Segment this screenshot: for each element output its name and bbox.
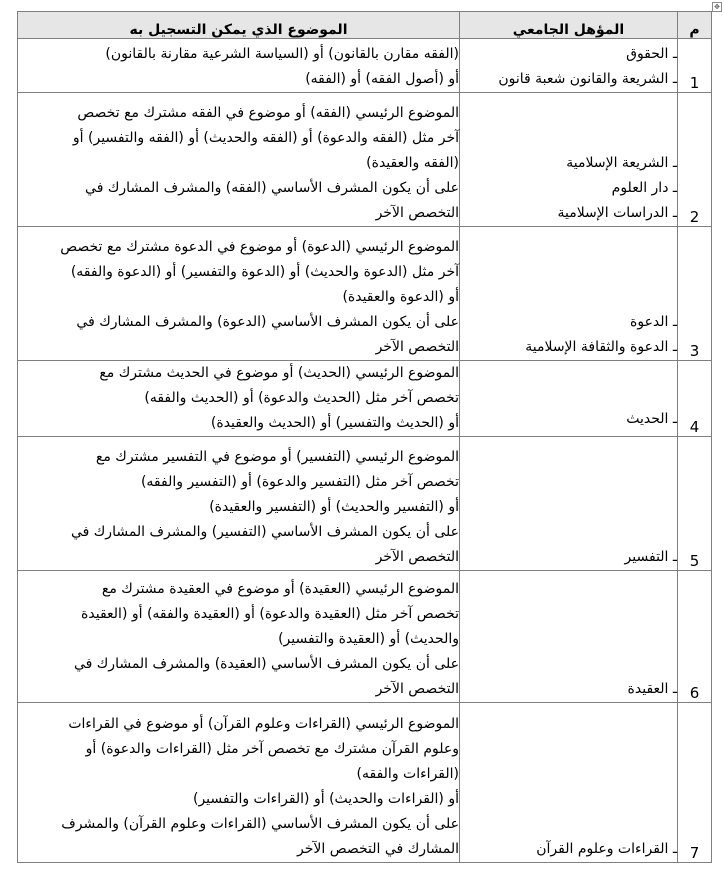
topic-line: التخصص الآخر [375,339,459,355]
topic-line: أو (القراءات والحديث) أو (القراءات والتفسير) [192,791,459,807]
table-row [18,227,712,361]
qualification-item: ـ دار العلوم [611,180,677,196]
topic-line: على أن يكون المشرف الأساسي (التفسير) والمشرف المشارك في [70,524,459,540]
table-move-handle-icon[interactable]: ✥ [712,2,722,12]
topic-line: على أن يكون المشرف الأساسي (العقيدة) والمشرف المشارك في [73,656,459,672]
row-number: 2 [678,93,712,227]
topic-line: التخصص الآخر [375,681,459,697]
qualification-cell [460,703,678,863]
topic-line: تخصص آخر مثل (العقيدة والدعوة) أو (العقيدة والفقه) أو (العقيدة [81,606,459,622]
qualification-cell [460,227,678,361]
row-number: 3 [678,227,712,361]
qualification-cell [460,437,678,571]
row-number: 4 [678,361,712,437]
topic-line: آخر مثل (الدعوة والحديث) أو (الدعوة والتفسير) أو (الدعوة والفقه) [70,264,459,280]
header-topic: الموضوع الذي يمكن التسجيل به [18,12,460,39]
topic-line: (القراءات والفقه) [356,766,459,782]
topic-line: الموضوع الرئيسي (الحديث) أو موضوع في الحديث مشترك مع [99,365,459,381]
topic-cell [18,703,460,863]
topic-line: الموضوع الرئيسي (القراءات وعلوم القرآن) أو موضوع في القراءات [68,716,459,732]
topic-line: التخصص الآخر [375,549,459,565]
table-row [18,361,712,437]
topic-line: على أن يكون المشرف الأساسي (الدعوة) والمشرف المشارك في [76,314,459,330]
topic-line: وعلوم القرآن مشترك مع تخصص آخر مثل (القراءات والدعوة) أو [85,741,459,757]
qualification-cell [460,39,678,93]
topic-line: (الفقه والعقيدة) [366,155,459,171]
topic-line: أو (التفسير والحديث) أو (التفسير والعقيدة) [209,499,459,515]
topic-cell [18,571,460,703]
table-row [18,39,712,93]
qualification-item: ـ الشريعة الإسلامية [566,155,677,171]
topic-line: على أن يكون المشرف الأساسي (القراءات وعلوم القرآن) والمشرف [61,816,459,832]
row-number: 1 [678,39,712,93]
topic-line: (الفقه مقارن بالقانون) أو (السياسة الشرعية مقارنة بالقانون) [105,46,459,62]
table-row [18,437,712,571]
header-num: م [678,12,712,39]
topic-line: التخصص الآخر [375,205,459,221]
topic-line: الموضوع الرئيسي (التفسير) أو موضوع في التفسير مشترك مع [95,449,459,465]
row-number: 5 [678,437,712,571]
topic-cell [18,227,460,361]
topic-line: والحديث) أو (العقيدة والتفسير) [278,631,459,647]
topic-line: المشارك في التخصص الآخر [297,841,459,857]
row-number: 6 [678,571,712,703]
qualification-item: ـ الدعوة [630,314,677,330]
table-row [18,571,712,703]
qualification-item: ـ القراءات وعلوم القرآن [536,841,677,857]
topic-cell [18,437,460,571]
qualification-item: ـ العقيدة [627,681,677,697]
topic-cell [18,93,460,227]
row-number: 7 [678,703,712,863]
qualification-item: ـ الدراسات الإسلامية [557,205,677,221]
topic-cell [18,361,460,437]
topic-line: تخصص آخر مثل (الحديث والدعوة) أو (الحديث والفقه) [144,390,459,406]
topic-line: أو (الدعوة والعقيدة) [342,289,459,305]
qualification-cell [460,571,678,703]
topic-cell [18,39,460,93]
qualification-item: ـ التفسير [624,549,677,565]
qualification-cell [460,361,678,437]
qualification-item: ـ الحديث [626,411,677,427]
qualification-item: ـ الدعوة والثقافة الإسلامية [525,339,677,355]
table-row [18,703,712,863]
topic-line: أو (الحديث والتفسير) أو (الحديث والعقيدة) [210,415,459,431]
qualification-item: ـ الحقوق [626,46,677,62]
table-header-row [18,12,712,39]
table-row [18,93,712,227]
header-qualification: المؤهل الجامعي [460,12,678,39]
topic-line: أو (أصول الفقه) أو (الفقه) [305,71,459,87]
topic-line: على أن يكون المشرف الأساسي (الفقه) والمشرف المشارك في [85,180,459,196]
topic-line: تخصص آخر مثل (التفسير والدعوة) أو (التفسير والفقه) [140,474,459,490]
topic-line: الموضوع الرئيسي (العقيدة) أو موضوع في العقيدة مشترك مع [101,581,459,597]
qualification-item: ـ الشريعة والقانون شعبة قانون [498,71,677,87]
topic-line: الموضوع الرئيسي (الفقه) أو موضوع في الفقه مشترك مع تخصص [77,105,459,121]
registration-table [17,11,712,863]
qualification-cell [460,93,678,227]
topic-line: آخر مثل (الفقه والدعوة) أو (الفقه والحديث) أو (الفقه والتفسير) أو [72,130,459,146]
topic-line: الموضوع الرئيسي (الدعوة) أو موضوع في الدعوة مشترك مع تخصص [60,239,459,255]
